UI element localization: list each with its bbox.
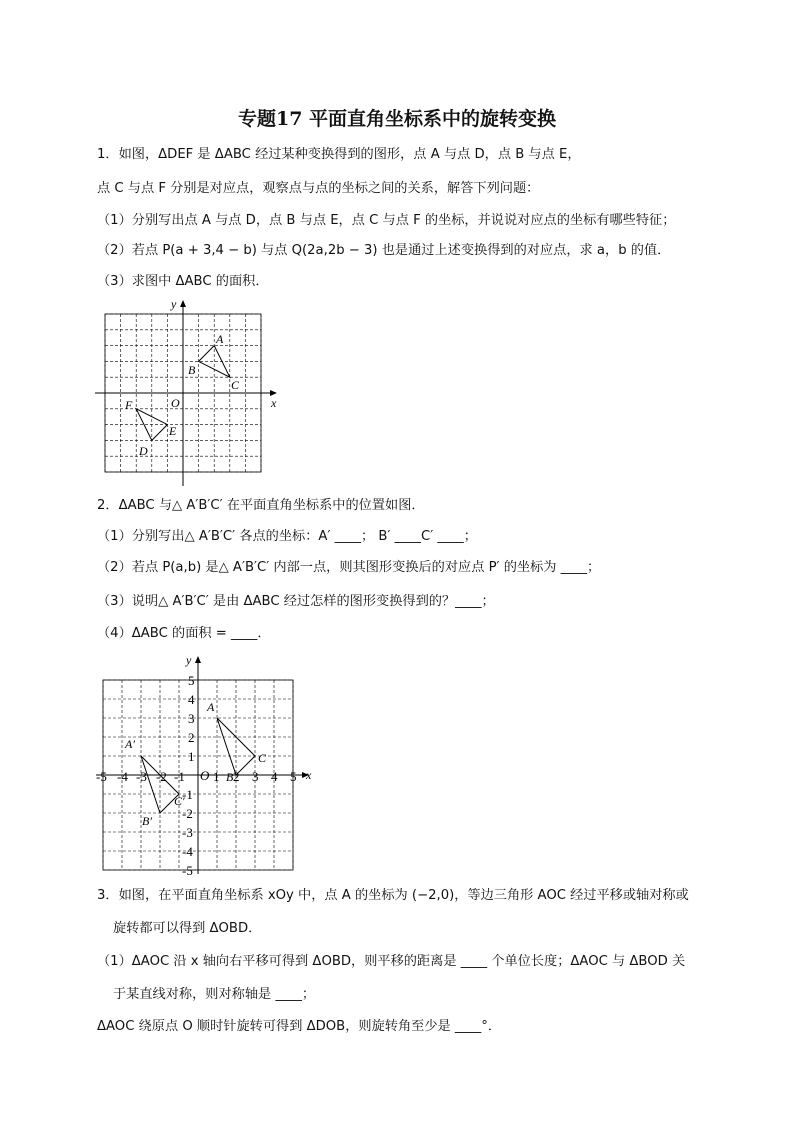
q3-part1-line1: （1）ΔAOC 沿 x 轴向右平移可得到 ΔOBD，则平移的距离是 ____ 个单位长度；ΔAOC 与 ΔBOD 关: [97, 954, 686, 969]
q2-x-tick: 5: [290, 769, 297, 784]
q2-stem: 2．ΔABC 与△ A′B′C′ 在平面直角坐标系中的位置如图．: [97, 498, 425, 513]
q2-label-c-prime: C′: [174, 794, 185, 808]
q2-x-tick: -5: [96, 769, 107, 784]
q1-part1: （1）分别写出点 A 与点 D，点 B 与点 E，点 C 与点 F 的坐标，并说说对应点的坐标有哪些特征；: [97, 213, 676, 228]
q1-label-c: C: [231, 378, 240, 392]
q1-label-a: A: [216, 332, 224, 346]
q2-x-tick: -1: [174, 769, 185, 784]
q2-x-tick: -4: [117, 769, 128, 784]
q3-stem-line1: 3．如图，在平面直角坐标系 xOy 中，点 A 的坐标为 (−2,0)，等边三角形 AOC 经过平移或轴对称或: [97, 888, 689, 903]
q2-y-label: y: [186, 653, 192, 667]
q1-label-f: F: [125, 398, 133, 412]
q2-x-tick: 1: [213, 769, 220, 784]
q2-x-label: x: [306, 768, 312, 782]
q1-stem-line1: 1．如图，ΔDEF 是 ΔABC 经过某种变换得到的图形，点 A 与点 D，点 B 与点 E，: [97, 147, 581, 162]
q2-label-c: C: [258, 751, 267, 765]
q2-y-arrow: [195, 656, 201, 663]
q2-label-a-prime: A′: [125, 737, 135, 751]
q1-x-label: x: [271, 396, 277, 410]
q2-y-tick: -2: [182, 806, 193, 821]
q1-label-b: B: [188, 363, 196, 377]
q2-label-b-prime: B′: [142, 814, 152, 828]
q1-label-d: D: [139, 444, 148, 458]
q2-x-tick: 2: [233, 769, 240, 784]
q2-y-tick: 3: [188, 711, 195, 726]
q2-x-tick-labels: [96, 769, 297, 784]
q2-y-tick: 2: [188, 730, 195, 745]
q2-part4: （4）ΔABC 的面积 = ____．: [97, 626, 271, 641]
q1-coordinate-figure: [95, 296, 285, 488]
q1-part2: （2）若点 P(a + 3,4 − b) 与点 Q(2a,2b − 3) 也是通过上述变换得到的对应点，求 a，b 的值．: [97, 243, 671, 258]
q3-part1-line2: 于某直线对称，则对称轴是 ____；: [113, 987, 316, 1002]
page-title: 专题17 平面直角坐标系中的旋转变换: [237, 108, 557, 130]
q2-y-tick: -4: [182, 844, 193, 859]
q2-x-tick: 4: [271, 769, 278, 784]
q1-y-label: y: [171, 297, 177, 311]
q1-part3: （3）求图中 ΔABC 的面积．: [97, 274, 269, 289]
q2-x-tick: 3: [252, 769, 259, 784]
q1-stem-line2: 点 C 与点 F 分别是对应点，观察点与点的坐标之间的关系，解答下列问题：: [97, 181, 540, 196]
q2-y-tick: -1: [182, 787, 193, 802]
q2-y-tick: 4: [188, 692, 195, 707]
q2-y-tick: 1: [188, 749, 195, 764]
q2-coordinate-figure: [92, 650, 322, 876]
q2-y-tick: 5: [188, 673, 195, 688]
q2-x-tick: -2: [156, 769, 167, 784]
q2-y-tick: -3: [182, 825, 193, 840]
q1-y-arrow: [180, 300, 186, 307]
q2-y-tick: -5: [182, 863, 193, 876]
q3-stem-line2: 旋转都可以得到 ΔOBD．: [113, 921, 262, 936]
q2-label-a: A: [207, 700, 215, 714]
q2-part1: （1）分别写出△ A′B′C′ 各点的坐标：A′ ____； B′ ____C′ ____；: [97, 529, 477, 544]
q1-label-e: E: [169, 424, 177, 438]
q2-origin-label: O: [200, 768, 210, 783]
q2-part2: （2）若点 P(a,b) 是△ A′B′C′ 内部一点，则其图形变换后的对应点 P′ 的坐标为 ____；: [97, 560, 601, 575]
q3-part2: ΔAOC 绕原点 O 顺时针旋转可得到 ΔDOB，则旋转角至少是 ____°．: [97, 1019, 502, 1034]
q2-x-tick: -3: [136, 769, 147, 784]
q2-part3: （3）说明△ A′B′C′ 是由 ΔABC 经过怎样的图形变换得到的？____；: [97, 594, 495, 609]
q1-origin-label: O: [171, 396, 180, 410]
q2-label-b: B: [226, 770, 234, 784]
